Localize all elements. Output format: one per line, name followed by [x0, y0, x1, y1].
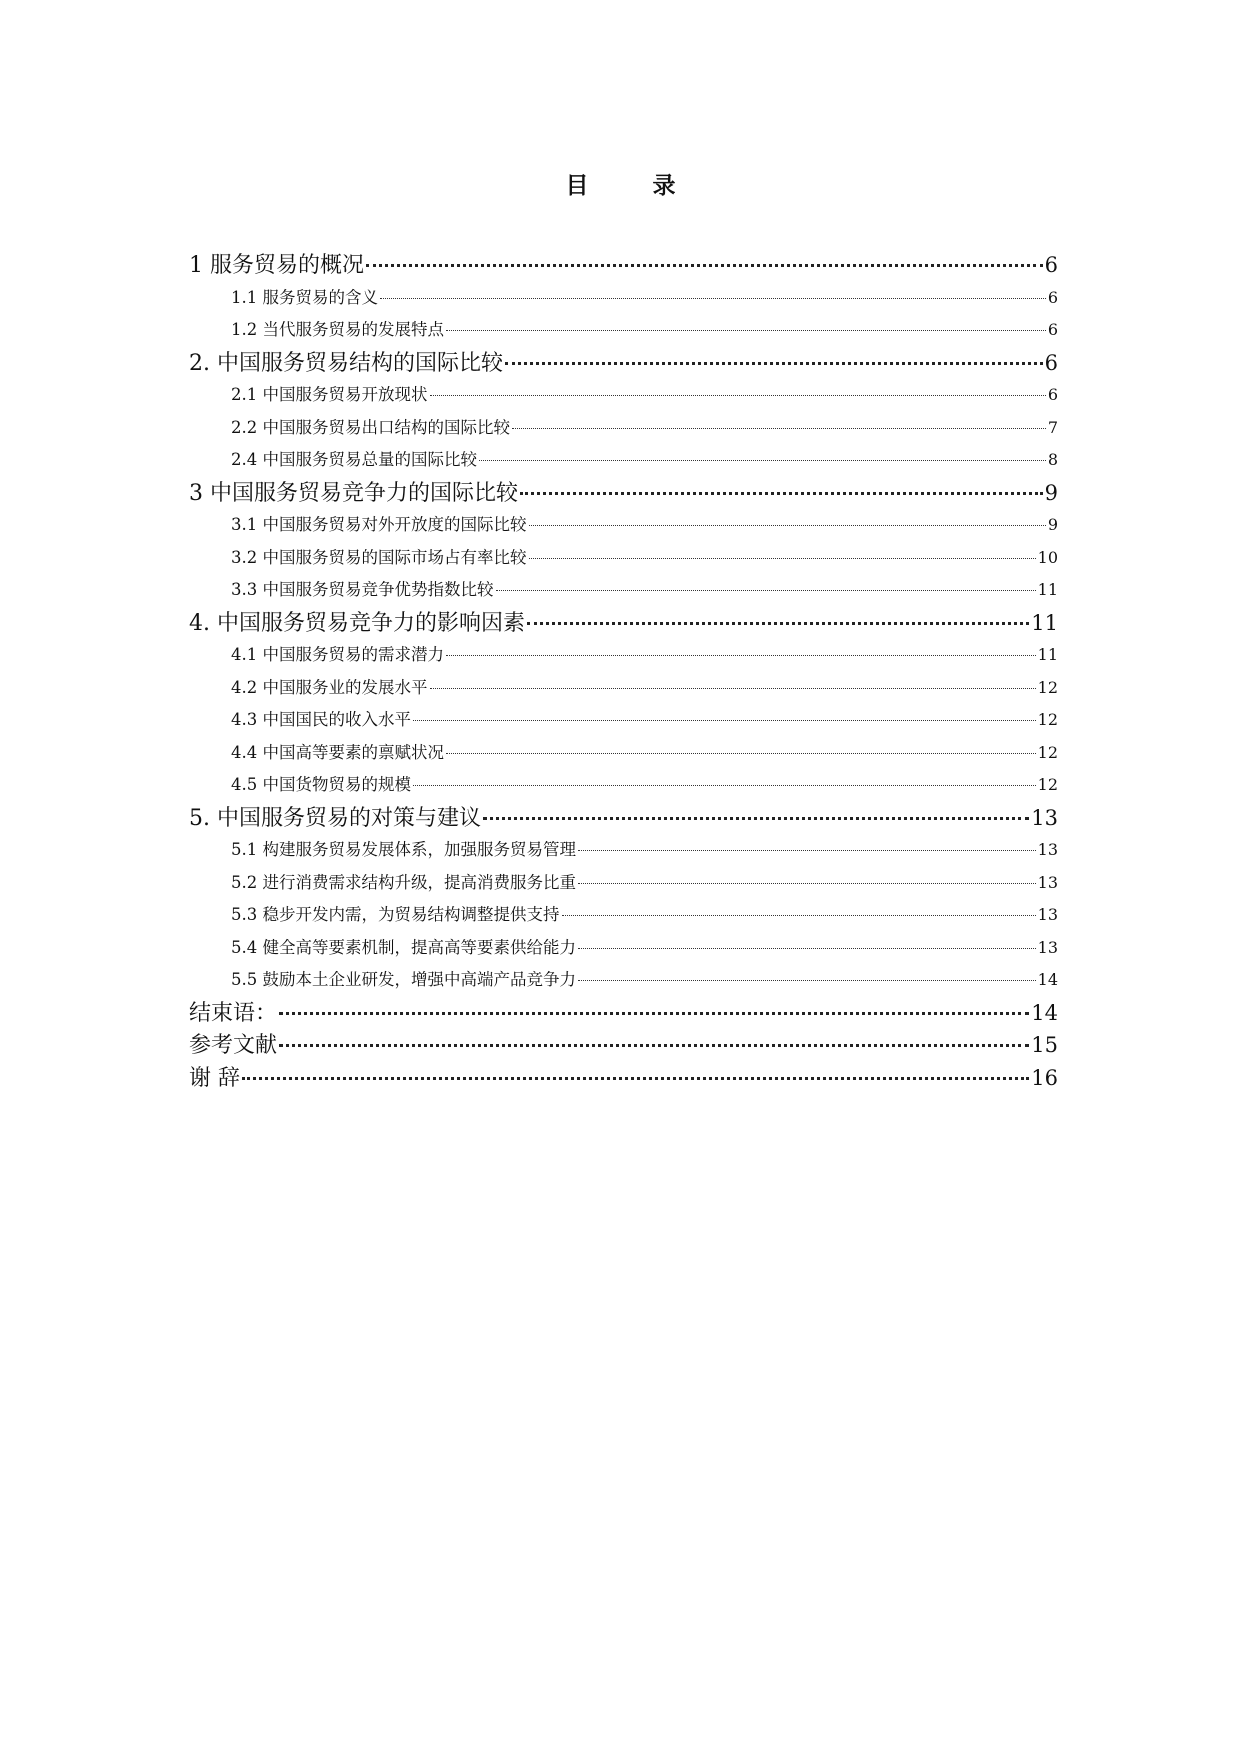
- toc-dot-leader: [578, 948, 1036, 949]
- toc-entry-title: 5. 中国服务贸易的对策与建议: [189, 805, 481, 831]
- toc-dot-leader: [483, 817, 1029, 820]
- toc-page-number: 8: [1047, 450, 1058, 469]
- toc-entry-title: 4.4 中国高等要素的禀赋状况: [231, 742, 444, 762]
- toc-page-number: 12: [1037, 742, 1058, 762]
- toc-entry-title: 5.3 稳步开发内需，为贸易结构调整提供支持: [231, 905, 560, 924]
- toc-entry-title: 3 中国服务贸易竞争力的国际比较: [189, 480, 518, 506]
- toc-page-number: 6: [1047, 287, 1058, 307]
- toc-section-entry[interactable]: [189, 314, 1058, 347]
- toc-entry-title: 1.2 当代服务贸易的发展特点: [231, 320, 444, 339]
- toc-entry-title: 谢 辞: [189, 1065, 240, 1091]
- toc-section-entry[interactable]: [189, 509, 1058, 542]
- toc-dot-leader: [366, 264, 1043, 267]
- toc-section-entry[interactable]: [189, 444, 1058, 477]
- toc-entry-title: 4.5 中国货物贸易的规模: [231, 775, 411, 794]
- toc-page-number: 9: [1044, 480, 1058, 505]
- toc-dot-leader: [446, 753, 1036, 754]
- toc-entry-title: 5.4 健全高等要素机制，提高高等要素供给能力: [231, 937, 576, 957]
- toc-dot-leader: [242, 1077, 1029, 1080]
- toc-dot-leader: [505, 362, 1043, 365]
- toc-section-entry[interactable]: [189, 412, 1058, 445]
- toc-dot-leader: [279, 1012, 1029, 1015]
- toc-entry-title: 4.2 中国服务业的发展水平: [231, 677, 428, 697]
- toc-page-number: 11: [1031, 610, 1058, 635]
- toc-entry-title: 5.5 鼓励本土企业研发，增强中高端产品竞争力: [231, 970, 576, 989]
- toc-entry-title: 结束语：: [189, 1000, 278, 1026]
- toc-page-number: 6: [1047, 320, 1058, 339]
- toc-dot-leader: [578, 980, 1036, 981]
- toc-chapter-entry[interactable]: [189, 477, 1058, 510]
- toc-entry-title: 5.2 进行消费需求结构升级，提高消费服务比重: [231, 872, 576, 892]
- toc-page-number: 13: [1037, 872, 1058, 892]
- toc-entry-title: 4.1 中国服务贸易的需求潜力: [231, 645, 444, 664]
- toc-dot-leader: [479, 460, 1046, 461]
- table-of-contents: [189, 249, 1058, 1094]
- toc-dot-leader: [578, 883, 1036, 884]
- toc-page-number: 11: [1037, 580, 1058, 599]
- toc-chapter-entry[interactable]: [189, 249, 1058, 282]
- toc-chapter-entry[interactable]: [189, 1062, 1058, 1095]
- toc-chapter-entry[interactable]: [189, 347, 1058, 380]
- toc-dot-leader: [529, 558, 1036, 559]
- toc-dot-leader: [413, 720, 1036, 721]
- toc-page-number: 13: [1037, 905, 1058, 924]
- toc-page-number: 6: [1044, 253, 1058, 277]
- toc-page-number: 9: [1047, 515, 1058, 534]
- toc-section-entry[interactable]: [189, 737, 1058, 770]
- toc-dot-leader: [496, 590, 1036, 591]
- toc-dot-leader: [413, 785, 1036, 786]
- toc-page-number: 13: [1037, 840, 1058, 859]
- toc-dot-leader: [446, 330, 1046, 331]
- toc-page-number: 14: [1031, 1000, 1058, 1025]
- toc-dot-leader: [527, 622, 1029, 625]
- toc-dot-leader: [578, 850, 1036, 851]
- toc-entry-title: 参考文献: [189, 1033, 278, 1058]
- toc-entry-title: 4.3 中国国民的收入水平: [231, 710, 411, 729]
- toc-section-entry[interactable]: [189, 379, 1058, 412]
- toc-chapter-entry[interactable]: [189, 802, 1058, 835]
- toc-page-number: 11: [1037, 645, 1058, 664]
- toc-dot-leader: [430, 395, 1046, 396]
- toc-section-entry[interactable]: [189, 932, 1058, 965]
- toc-page-number: 13: [1031, 805, 1058, 830]
- toc-dot-leader: [520, 492, 1043, 495]
- toc-section-entry[interactable]: [189, 639, 1058, 672]
- toc-entry-title: 2.4 中国服务贸易总量的国际比较: [231, 450, 477, 469]
- toc-chapter-entry[interactable]: [189, 607, 1058, 640]
- toc-section-entry[interactable]: [189, 834, 1058, 867]
- toc-entry-title: 2.1 中国服务贸易开放现状: [231, 385, 428, 404]
- toc-page-number: 10: [1037, 547, 1058, 567]
- toc-title: 目 录: [565, 173, 704, 199]
- toc-dot-leader: [529, 525, 1046, 526]
- toc-dot-leader: [279, 1044, 1029, 1047]
- toc-section-entry[interactable]: [189, 899, 1058, 932]
- toc-entry-title: 3.1 中国服务贸易对外开放度的国际比较: [231, 515, 527, 534]
- toc-page-number: 13: [1037, 937, 1058, 957]
- toc-section-entry[interactable]: [189, 672, 1058, 705]
- toc-dot-leader: [562, 915, 1036, 916]
- toc-page-number: 6: [1044, 350, 1058, 375]
- toc-section-entry[interactable]: [189, 867, 1058, 900]
- toc-page-number: 12: [1037, 710, 1058, 729]
- toc-entry-title: 1 服务贸易的概况: [189, 253, 364, 278]
- toc-page-number: 7: [1047, 417, 1058, 437]
- toc-entry-title: 1.1 服务贸易的含义: [231, 287, 378, 307]
- toc-dot-leader: [430, 688, 1036, 689]
- toc-entry-title: 5.1 构建服务贸易发展体系，加强服务贸易管理: [231, 840, 576, 859]
- toc-section-entry[interactable]: [189, 964, 1058, 997]
- toc-dot-leader: [446, 655, 1036, 656]
- toc-page-number: 15: [1031, 1033, 1058, 1057]
- toc-entry-title: 4. 中国服务贸易竞争力的影响因素: [189, 610, 525, 636]
- toc-section-entry[interactable]: [189, 542, 1058, 575]
- toc-section-entry[interactable]: [189, 282, 1058, 315]
- toc-page-number: 16: [1031, 1065, 1058, 1090]
- toc-section-entry[interactable]: [189, 769, 1058, 802]
- toc-section-entry[interactable]: [189, 704, 1058, 737]
- toc-chapter-entry[interactable]: [189, 1029, 1058, 1062]
- toc-entry-title: 2. 中国服务贸易结构的国际比较: [189, 350, 503, 376]
- toc-dot-leader: [380, 298, 1046, 299]
- toc-page-number: 6: [1047, 385, 1058, 404]
- toc-page-number: 14: [1037, 970, 1058, 989]
- toc-page-number: 12: [1037, 677, 1058, 697]
- toc-chapter-entry[interactable]: [189, 997, 1058, 1030]
- toc-section-entry[interactable]: [189, 574, 1058, 607]
- toc-page-number: 12: [1037, 775, 1058, 794]
- toc-entry-title: 3.3 中国服务贸易竞争优势指数比较: [231, 580, 494, 599]
- toc-dot-leader: [512, 428, 1046, 429]
- toc-entry-title: 3.2 中国服务贸易的国际市场占有率比较: [231, 547, 527, 567]
- toc-entry-title: 2.2 中国服务贸易出口结构的国际比较: [231, 417, 510, 437]
